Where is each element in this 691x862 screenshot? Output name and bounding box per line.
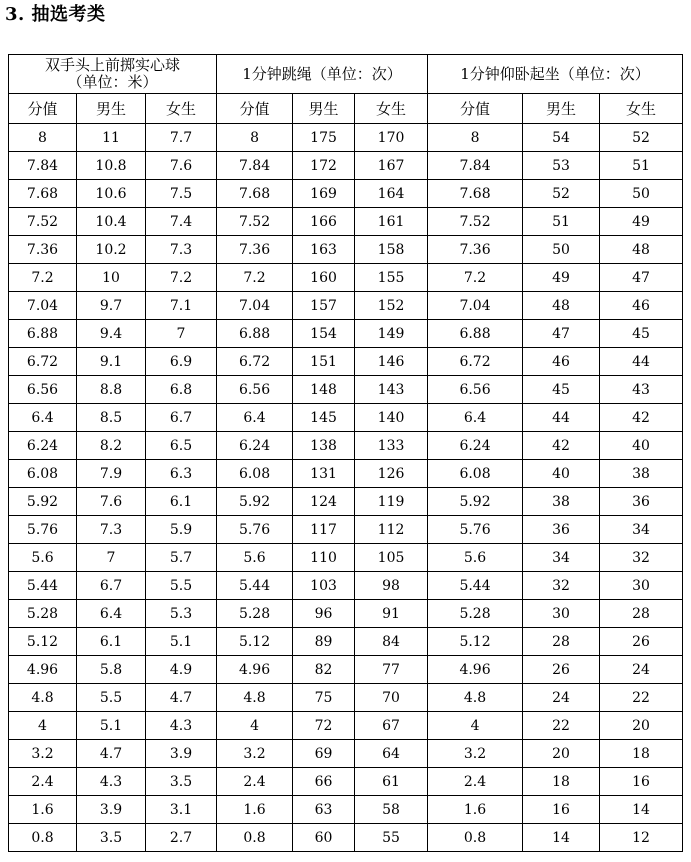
- cell-score: 6.88: [9, 320, 77, 348]
- cell-score: 7.36: [428, 236, 523, 264]
- cell-male: 40: [523, 460, 600, 488]
- cell-female: 55: [355, 824, 428, 852]
- cell-score: 2.4: [217, 768, 293, 796]
- cell-female: 26: [600, 628, 683, 656]
- table-row: [9, 544, 683, 572]
- cell-score: 4: [428, 712, 523, 740]
- cell-male: 3.9: [77, 796, 146, 824]
- cell-female: 161: [355, 208, 428, 236]
- cell-male: 3.5: [77, 824, 146, 852]
- cell-score: 6.08: [9, 460, 77, 488]
- cell-score: 7.52: [9, 208, 77, 236]
- cell-male: 6.7: [77, 572, 146, 600]
- cell-female: 4.9: [146, 656, 217, 684]
- cell-male: 28: [523, 628, 600, 656]
- cell-male: 9.4: [77, 320, 146, 348]
- cell-female: 4.7: [146, 684, 217, 712]
- cell-female: 46: [600, 292, 683, 320]
- cell-female: 133: [355, 432, 428, 460]
- cell-female: 6.5: [146, 432, 217, 460]
- cell-male: 11: [77, 124, 146, 152]
- cell-female: 43: [600, 376, 683, 404]
- cell-score: 6.56: [217, 376, 293, 404]
- cell-score: 5.44: [9, 572, 77, 600]
- cell-male: 10: [77, 264, 146, 292]
- cell-male: 8.2: [77, 432, 146, 460]
- table-row: [9, 628, 683, 656]
- cell-male: 66: [293, 768, 355, 796]
- cell-female: 49: [600, 208, 683, 236]
- cell-male: 60: [293, 824, 355, 852]
- cell-score: 4.8: [428, 684, 523, 712]
- cell-score: 5.44: [217, 572, 293, 600]
- cell-female: 16: [600, 768, 683, 796]
- cell-male: 166: [293, 208, 355, 236]
- cell-score: 5.6: [217, 544, 293, 572]
- cell-female: 152: [355, 292, 428, 320]
- cell-female: 77: [355, 656, 428, 684]
- cell-female: 44: [600, 348, 683, 376]
- table-row: [9, 124, 683, 152]
- table-row: [9, 460, 683, 488]
- table-row: [9, 600, 683, 628]
- cell-female: 7.3: [146, 236, 217, 264]
- sub-header-male: 男生: [77, 94, 146, 124]
- cell-male: 7: [77, 544, 146, 572]
- cell-male: 63: [293, 796, 355, 824]
- cell-score: 3.2: [9, 740, 77, 768]
- score-table: [8, 54, 683, 852]
- cell-female: 91: [355, 600, 428, 628]
- cell-score: 4.96: [9, 656, 77, 684]
- cell-female: 70: [355, 684, 428, 712]
- cell-female: 84: [355, 628, 428, 656]
- cell-score: 4: [217, 712, 293, 740]
- cell-male: 32: [523, 572, 600, 600]
- cell-female: 47: [600, 264, 683, 292]
- cell-male: 7.3: [77, 516, 146, 544]
- group-header-shot-put-line2: （单位：米）: [67, 73, 158, 91]
- cell-female: 7: [146, 320, 217, 348]
- cell-score: 6.72: [9, 348, 77, 376]
- cell-female: 3.1: [146, 796, 217, 824]
- cell-score: 4.8: [9, 684, 77, 712]
- cell-male: 110: [293, 544, 355, 572]
- cell-male: 75: [293, 684, 355, 712]
- cell-male: 44: [523, 404, 600, 432]
- cell-male: 47: [523, 320, 600, 348]
- cell-female: 30: [600, 572, 683, 600]
- cell-score: 7.36: [9, 236, 77, 264]
- cell-score: 6.88: [428, 320, 523, 348]
- cell-score: 6.08: [217, 460, 293, 488]
- cell-female: 5.7: [146, 544, 217, 572]
- cell-score: 3.2: [428, 740, 523, 768]
- cell-female: 58: [355, 796, 428, 824]
- cell-score: 5.28: [217, 600, 293, 628]
- cell-score: 5.12: [428, 628, 523, 656]
- cell-female: 7.6: [146, 152, 217, 180]
- cell-female: 45: [600, 320, 683, 348]
- cell-male: 53: [523, 152, 600, 180]
- table-row: [9, 376, 683, 404]
- cell-score: 0.8: [9, 824, 77, 852]
- cell-male: 157: [293, 292, 355, 320]
- cell-score: 0.8: [428, 824, 523, 852]
- cell-male: 8.8: [77, 376, 146, 404]
- cell-score: 6.72: [428, 348, 523, 376]
- cell-male: 172: [293, 152, 355, 180]
- table-row: [9, 348, 683, 376]
- table-row: [9, 796, 683, 824]
- cell-male: 18: [523, 768, 600, 796]
- cell-male: 124: [293, 488, 355, 516]
- cell-male: 103: [293, 572, 355, 600]
- cell-male: 151: [293, 348, 355, 376]
- cell-score: 7.84: [9, 152, 77, 180]
- cell-score: 5.6: [9, 544, 77, 572]
- cell-female: 38: [600, 460, 683, 488]
- group-header-jump-rope: [217, 55, 428, 94]
- cell-score: 7.84: [217, 152, 293, 180]
- cell-female: 4.3: [146, 712, 217, 740]
- cell-score: 7.52: [217, 208, 293, 236]
- cell-male: 138: [293, 432, 355, 460]
- cell-score: 7.2: [217, 264, 293, 292]
- cell-score: 5.28: [428, 600, 523, 628]
- cell-score: 6.24: [217, 432, 293, 460]
- cell-female: 3.5: [146, 768, 217, 796]
- cell-score: 6.08: [428, 460, 523, 488]
- cell-score: 6.4: [428, 404, 523, 432]
- table-row: [9, 488, 683, 516]
- cell-score: 7.2: [9, 264, 77, 292]
- cell-score: 1.6: [428, 796, 523, 824]
- table-row: [9, 180, 683, 208]
- cell-male: 6.4: [77, 600, 146, 628]
- cell-female: 18: [600, 740, 683, 768]
- cell-score: 4.96: [428, 656, 523, 684]
- cell-score: 5.28: [9, 600, 77, 628]
- cell-female: 20: [600, 712, 683, 740]
- cell-male: 4.3: [77, 768, 146, 796]
- cell-female: 42: [600, 404, 683, 432]
- cell-female: 34: [600, 516, 683, 544]
- cell-female: 32: [600, 544, 683, 572]
- cell-male: 6.1: [77, 628, 146, 656]
- sub-header-female: 女生: [600, 94, 683, 124]
- table-row: [9, 684, 683, 712]
- cell-female: 52: [600, 124, 683, 152]
- cell-score: 6.56: [428, 376, 523, 404]
- cell-female: 155: [355, 264, 428, 292]
- cell-male: 96: [293, 600, 355, 628]
- table-row: [9, 824, 683, 852]
- cell-score: 0.8: [217, 824, 293, 852]
- cell-male: 7.6: [77, 488, 146, 516]
- cell-score: 1.6: [9, 796, 77, 824]
- cell-male: 51: [523, 208, 600, 236]
- cell-female: 50: [600, 180, 683, 208]
- cell-score: 7.04: [428, 292, 523, 320]
- cell-score: 8: [9, 124, 77, 152]
- cell-female: 6.8: [146, 376, 217, 404]
- cell-female: 6.7: [146, 404, 217, 432]
- cell-male: 22: [523, 712, 600, 740]
- table-row: [9, 712, 683, 740]
- cell-score: 4.96: [217, 656, 293, 684]
- cell-male: 54: [523, 124, 600, 152]
- cell-male: 5.1: [77, 712, 146, 740]
- cell-score: 5.92: [9, 488, 77, 516]
- sub-header-female: 女生: [146, 94, 217, 124]
- cell-score: 6.88: [217, 320, 293, 348]
- cell-female: 149: [355, 320, 428, 348]
- cell-male: 160: [293, 264, 355, 292]
- table-row: [9, 264, 683, 292]
- cell-score: 5.92: [217, 488, 293, 516]
- cell-female: 67: [355, 712, 428, 740]
- cell-female: 126: [355, 460, 428, 488]
- group-header-jump-rope-line1: 1分钟跳绳（单位：次）: [242, 64, 402, 83]
- cell-female: 28: [600, 600, 683, 628]
- table-row: [9, 572, 683, 600]
- cell-male: 72: [293, 712, 355, 740]
- cell-male: 52: [523, 180, 600, 208]
- cell-score: 7.2: [428, 264, 523, 292]
- cell-male: 131: [293, 460, 355, 488]
- cell-female: 22: [600, 684, 683, 712]
- sub-header-score: 分值: [217, 94, 293, 124]
- cell-male: 163: [293, 236, 355, 264]
- cell-male: 10.2: [77, 236, 146, 264]
- cell-female: 36: [600, 488, 683, 516]
- table-row: [9, 740, 683, 768]
- cell-male: 34: [523, 544, 600, 572]
- cell-male: 8.5: [77, 404, 146, 432]
- cell-male: 36: [523, 516, 600, 544]
- cell-score: 6.4: [9, 404, 77, 432]
- table-body: [9, 124, 683, 852]
- cell-male: 9.1: [77, 348, 146, 376]
- cell-female: 5.1: [146, 628, 217, 656]
- cell-male: 148: [293, 376, 355, 404]
- cell-male: 82: [293, 656, 355, 684]
- cell-female: 7.4: [146, 208, 217, 236]
- cell-male: 154: [293, 320, 355, 348]
- cell-score: 7.04: [217, 292, 293, 320]
- table-row: [9, 404, 683, 432]
- cell-score: 5.76: [428, 516, 523, 544]
- cell-score: 6.24: [428, 432, 523, 460]
- cell-male: 16: [523, 796, 600, 824]
- cell-male: 10.8: [77, 152, 146, 180]
- cell-male: 69: [293, 740, 355, 768]
- cell-male: 4.7: [77, 740, 146, 768]
- cell-score: 5.76: [9, 516, 77, 544]
- group-header-sit-ups-line1: 1分钟仰卧起坐（单位：次）: [460, 64, 650, 83]
- cell-female: 167: [355, 152, 428, 180]
- cell-female: 112: [355, 516, 428, 544]
- cell-male: 46: [523, 348, 600, 376]
- cell-female: 51: [600, 152, 683, 180]
- cell-female: 143: [355, 376, 428, 404]
- cell-male: 175: [293, 124, 355, 152]
- cell-female: 7.1: [146, 292, 217, 320]
- cell-male: 42: [523, 432, 600, 460]
- cell-female: 14: [600, 796, 683, 824]
- table-row: [9, 292, 683, 320]
- table-row: [9, 236, 683, 264]
- group-header-shot-put-line1: 双手头上前掷实心球: [45, 56, 181, 74]
- cell-female: 12: [600, 824, 683, 852]
- cell-score: 7.84: [428, 152, 523, 180]
- cell-male: 50: [523, 236, 600, 264]
- cell-female: 158: [355, 236, 428, 264]
- cell-female: 119: [355, 488, 428, 516]
- cell-score: 5.76: [217, 516, 293, 544]
- cell-score: 7.68: [217, 180, 293, 208]
- cell-female: 140: [355, 404, 428, 432]
- cell-female: 6.9: [146, 348, 217, 376]
- cell-female: 2.7: [146, 824, 217, 852]
- cell-score: 8: [217, 124, 293, 152]
- table-row: [9, 768, 683, 796]
- cell-score: 5.12: [217, 628, 293, 656]
- cell-score: 4: [9, 712, 77, 740]
- cell-female: 146: [355, 348, 428, 376]
- cell-score: 6.56: [9, 376, 77, 404]
- cell-male: 117: [293, 516, 355, 544]
- cell-female: 98: [355, 572, 428, 600]
- cell-male: 48: [523, 292, 600, 320]
- cell-male: 7.9: [77, 460, 146, 488]
- cell-male: 5.8: [77, 656, 146, 684]
- section-title: 3. 抽选考类: [5, 4, 106, 25]
- cell-score: 5.44: [428, 572, 523, 600]
- group-header-shot-put: [9, 55, 217, 94]
- cell-score: 8: [428, 124, 523, 152]
- cell-female: 24: [600, 656, 683, 684]
- cell-male: 5.5: [77, 684, 146, 712]
- cell-female: 48: [600, 236, 683, 264]
- cell-female: 40: [600, 432, 683, 460]
- cell-male: 38: [523, 488, 600, 516]
- cell-score: 3.2: [217, 740, 293, 768]
- sub-header-score: 分值: [9, 94, 77, 124]
- cell-male: 169: [293, 180, 355, 208]
- cell-female: 6.1: [146, 488, 217, 516]
- cell-score: 2.4: [9, 768, 77, 796]
- cell-score: 4.8: [217, 684, 293, 712]
- cell-score: 7.36: [217, 236, 293, 264]
- cell-score: 7.04: [9, 292, 77, 320]
- group-header-sit-ups: [428, 55, 683, 94]
- cell-score: 7.52: [428, 208, 523, 236]
- cell-female: 6.3: [146, 460, 217, 488]
- sub-header-score: 分值: [428, 94, 523, 124]
- table-row: [9, 320, 683, 348]
- cell-female: 64: [355, 740, 428, 768]
- cell-male: 145: [293, 404, 355, 432]
- cell-score: 7.68: [428, 180, 523, 208]
- cell-score: 6.24: [9, 432, 77, 460]
- cell-female: 170: [355, 124, 428, 152]
- cell-male: 45: [523, 376, 600, 404]
- cell-male: 24: [523, 684, 600, 712]
- cell-female: 164: [355, 180, 428, 208]
- table-row: [9, 432, 683, 460]
- table-row: [9, 152, 683, 180]
- cell-male: 26: [523, 656, 600, 684]
- cell-male: 20: [523, 740, 600, 768]
- group-header-row: [9, 55, 683, 94]
- cell-male: 10.4: [77, 208, 146, 236]
- cell-female: 105: [355, 544, 428, 572]
- sub-header-male: 男生: [293, 94, 355, 124]
- cell-female: 5.3: [146, 600, 217, 628]
- sub-header-male: 男生: [523, 94, 600, 124]
- cell-female: 3.9: [146, 740, 217, 768]
- cell-female: 7.7: [146, 124, 217, 152]
- cell-female: 5.9: [146, 516, 217, 544]
- cell-score: 5.92: [428, 488, 523, 516]
- cell-score: 6.4: [217, 404, 293, 432]
- cell-female: 5.5: [146, 572, 217, 600]
- cell-score: 5.6: [428, 544, 523, 572]
- cell-male: 10.6: [77, 180, 146, 208]
- cell-male: 89: [293, 628, 355, 656]
- table-row: [9, 208, 683, 236]
- cell-male: 49: [523, 264, 600, 292]
- sub-header-female: 女生: [355, 94, 428, 124]
- cell-score: 5.12: [9, 628, 77, 656]
- cell-male: 9.7: [77, 292, 146, 320]
- cell-female: 7.2: [146, 264, 217, 292]
- cell-male: 14: [523, 824, 600, 852]
- table-row: [9, 516, 683, 544]
- cell-score: 2.4: [428, 768, 523, 796]
- cell-score: 7.68: [9, 180, 77, 208]
- cell-male: 30: [523, 600, 600, 628]
- cell-female: 61: [355, 768, 428, 796]
- cell-score: 1.6: [217, 796, 293, 824]
- sub-header-row: [9, 94, 683, 124]
- cell-score: 6.72: [217, 348, 293, 376]
- table-row: [9, 656, 683, 684]
- cell-female: 7.5: [146, 180, 217, 208]
